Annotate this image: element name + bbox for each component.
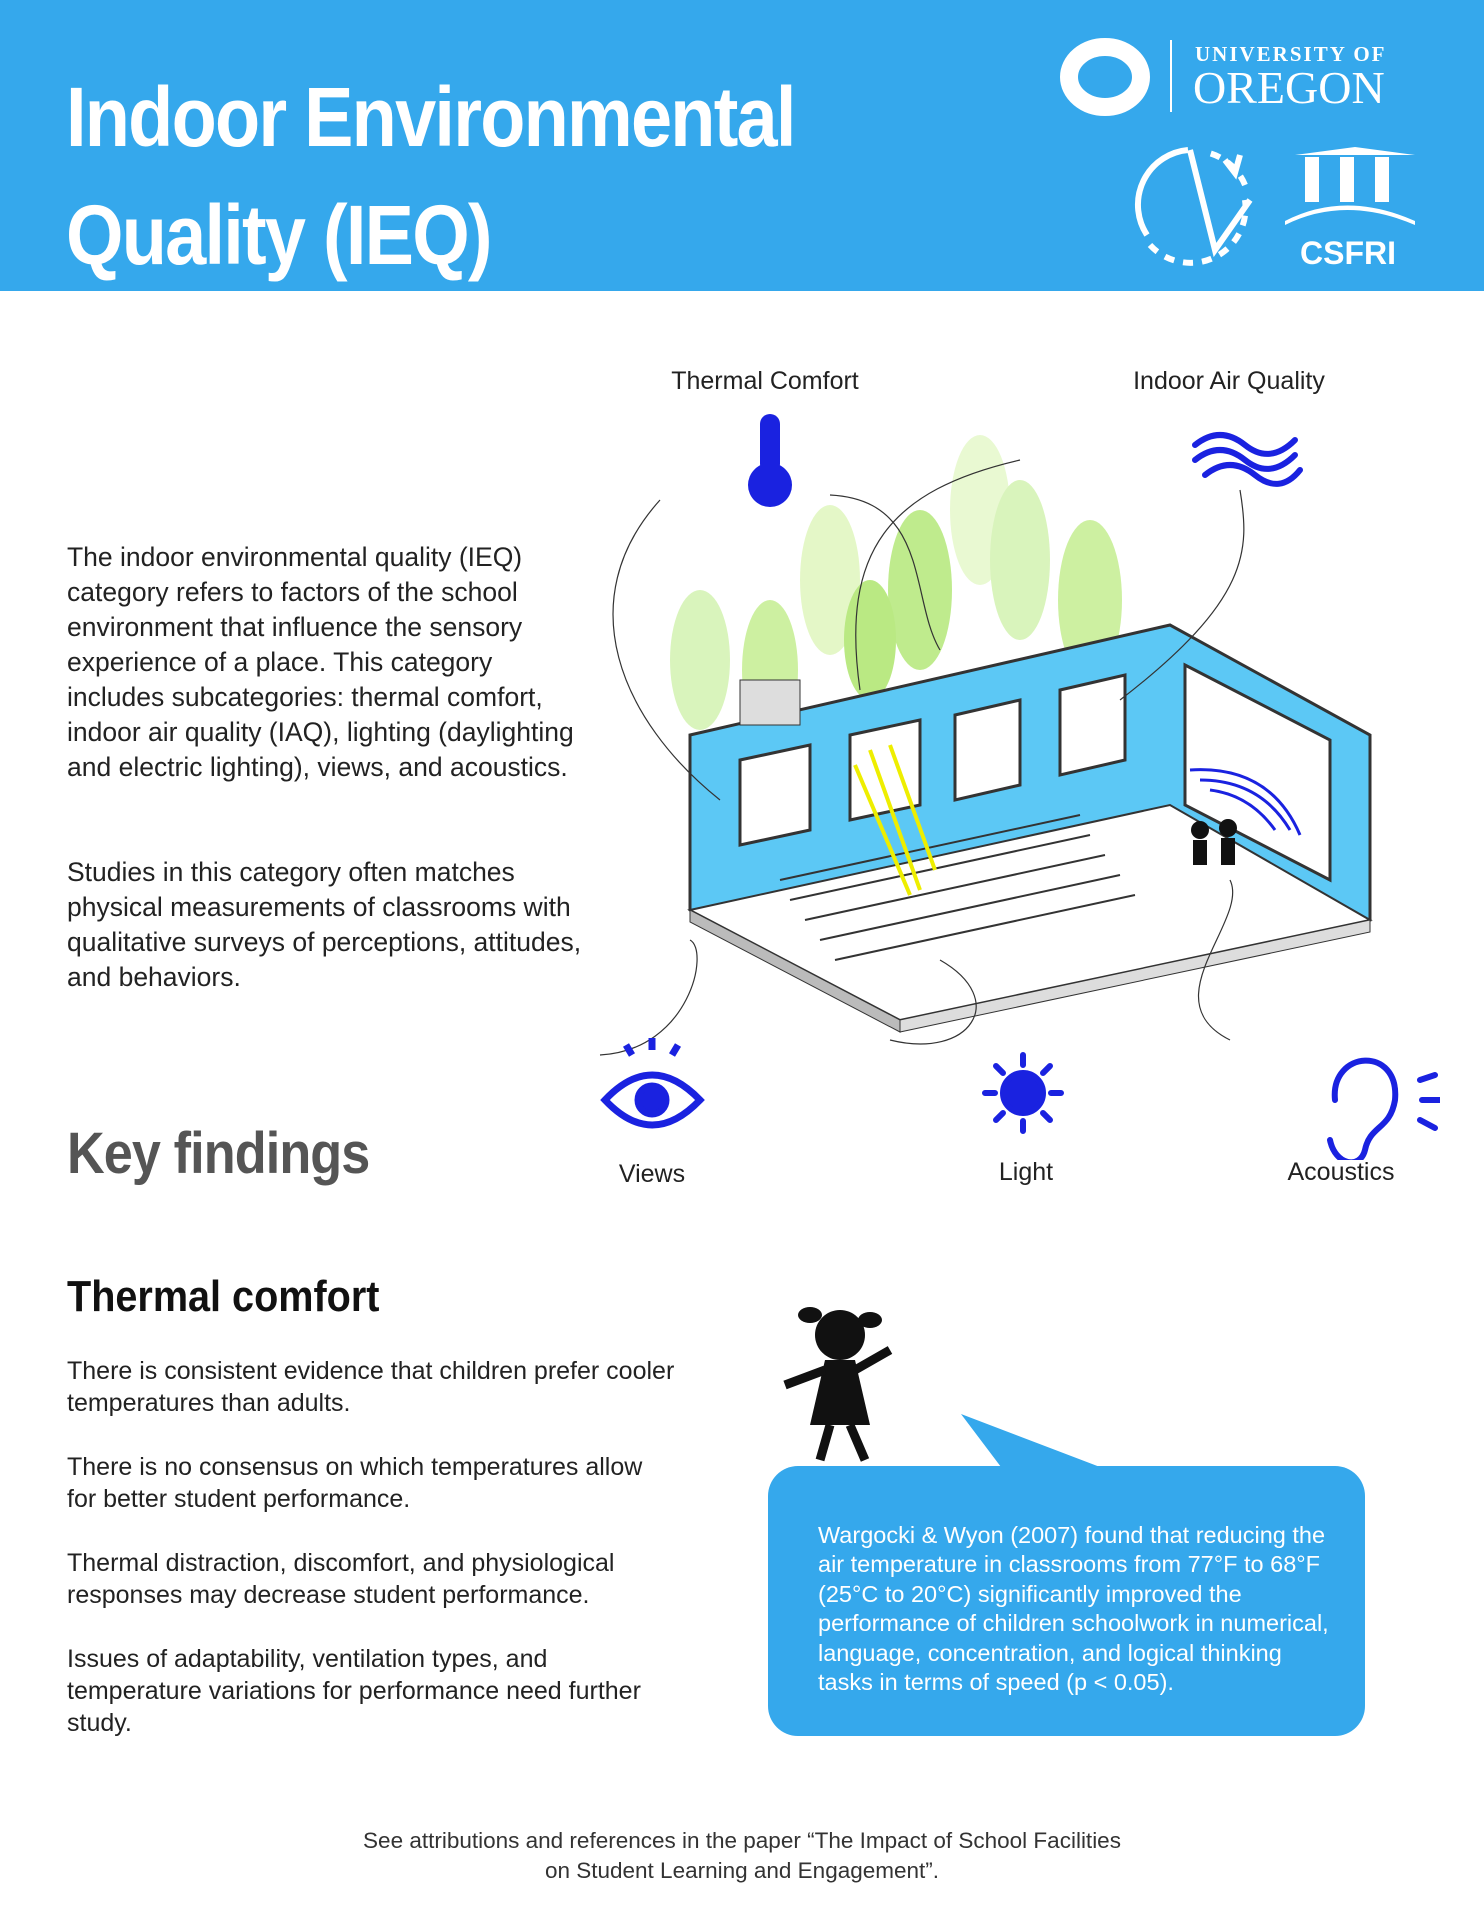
finding-item: There is consistent evidence that children prefer cooler temperatures than adults. <box>67 1357 675 1417</box>
quote-text: Wargocki & Wyon (2007) found that reducing the air temperature in classrooms from 77°F to 68°F (25°C to 20°C) significantly improved the performance of children schoolwork in numerical, language, concentration, and logical thinking tasks in terms of speed (p < 0.05). <box>818 1522 1329 1696</box>
uo-wordmark: OREGON <box>1193 62 1385 113</box>
csfri-wordmark: CSFRI <box>1300 235 1396 271</box>
classroom-diagram <box>590 400 1440 1160</box>
girl-silhouette-icon <box>775 1295 1105 1475</box>
label-acoustics: Acoustics <box>1287 1158 1395 1186</box>
footer-attribution: See attributions and references in the paper “The Impact of School Facilities on Student Learning and Engagement”. <box>363 1828 1121 1883</box>
finding-item: Thermal distraction, discomfort, and physiological responses may decrease student performance. <box>67 1549 615 1609</box>
uo-wordmark-small: UNIVERSITY OF <box>1195 42 1387 66</box>
intro-paragraph-1: The indoor environmental quality (IEQ) category refers to factors of the school environment that influence the sensory experience of a place. This category includes subcategories: thermal comfort, indoor air quality (IAQ), lighting (daylighting and electric lighting), views, and acoustics. <box>67 542 574 782</box>
thermal-findings-list <box>67 1355 677 1771</box>
label-thermal-comfort: Thermal Comfort <box>671 367 859 395</box>
sun-icon <box>985 1055 1061 1131</box>
logos <box>1055 35 1415 275</box>
finding-item: There is no consensus on which temperatures allow for better student performance. <box>67 1453 643 1513</box>
speech-bubble-tail <box>961 1414 1100 1467</box>
quote-speech-bubble <box>768 1466 1365 1736</box>
csfri-building-icon <box>1285 147 1415 225</box>
eye-icon <box>605 1038 700 1125</box>
ear-icon <box>1330 1061 1440 1160</box>
label-light: Light <box>998 1158 1054 1186</box>
page-title: Indoor Environmental Quality (IEQ) <box>66 70 795 282</box>
thermal-comfort-heading: Thermal comfort <box>67 1272 380 1321</box>
finding-item: Issues of adaptability, ventilation types, and temperature variations for performance need further study. <box>67 1645 641 1737</box>
clock-v-logo-icon <box>1138 150 1250 263</box>
intro-paragraph-2: Studies in this category often matches physical measurements of classrooms with qualitative surveys of perceptions, attitudes, and behaviors. <box>67 857 582 992</box>
label-views: Views <box>618 1160 686 1188</box>
label-indoor-air-quality: Indoor Air Quality <box>1133 367 1325 395</box>
header-banner <box>0 0 1484 291</box>
key-findings-heading: Key findings <box>67 1121 370 1186</box>
air-waves-icon <box>1195 435 1300 484</box>
ventilation-unit <box>740 680 800 725</box>
uo-o-logo <box>1069 47 1141 107</box>
thermometer-icon <box>748 414 792 507</box>
